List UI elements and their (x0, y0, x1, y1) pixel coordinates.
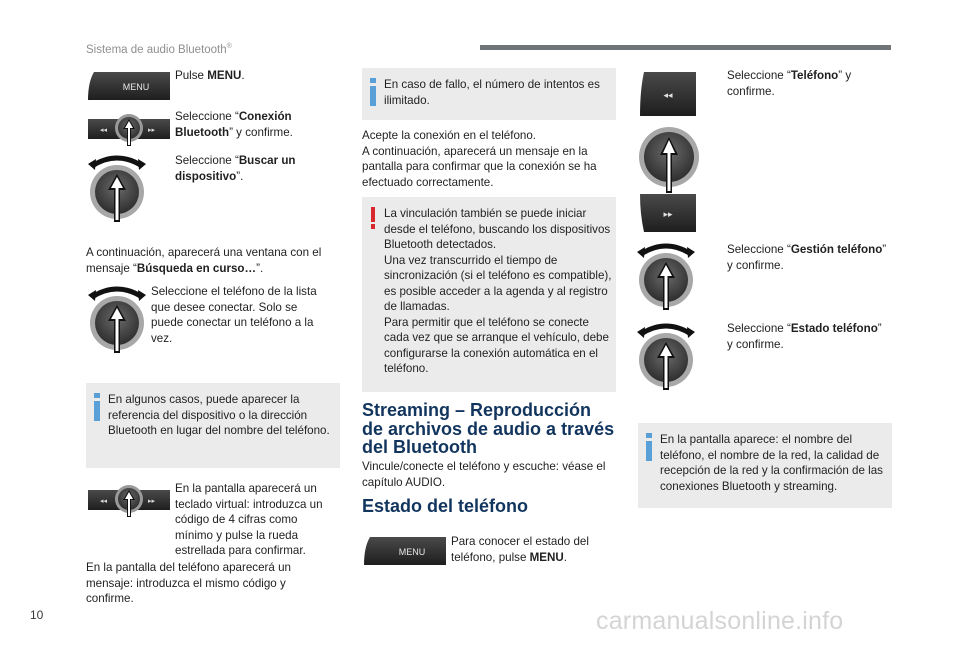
knob-seek-icon (86, 113, 172, 147)
paragraph-accept-connection: Acepte la conexión en el teléfono. A continuación, aparecerá un mensaje en la pantalla para confirmar que la conexión se ha efectuado correctamente. (362, 129, 597, 189)
step-phone-status-menu: Para conocer el estado del teléfono, pulse MENU. (451, 535, 589, 564)
rotary-knob-icon (86, 283, 148, 355)
warning-box-pairing (362, 197, 616, 392)
menu-button-label: MENU (398, 547, 426, 557)
step-select-bluetooth-connection: Seleccione “Conexión Bluetooth” y confirme. (175, 110, 293, 139)
paragraph-search-window: A continuación, aparecerá una ventana con el mensaje “Búsqueda en curso…”. (86, 246, 322, 275)
rotary-knob-icon (635, 240, 697, 312)
rotary-knob-icon (635, 320, 697, 392)
info-text-device-reference: En algunos casos, puede aparecer la referencia del dispositivo o la dirección Bluetooth en lugar del nombre del teléfono. (108, 393, 330, 437)
heading-streaming: Streaming – Reproducción de archivos de audio a través del Bluetooth (362, 400, 615, 457)
watermark: carmanualsonline.info (596, 607, 844, 635)
info-icon (370, 78, 376, 106)
step-select-phone-status: Seleccione “Estado teléfono” y confirme. (727, 322, 882, 351)
info-box-screen-shows (638, 423, 892, 508)
header-rule (480, 45, 891, 50)
paragraph-phone-code: En la pantalla del teléfono aparecerá un mensaje: introduzca el mismo código y confirme. (86, 561, 291, 605)
info-text-screen-shows: En la pantalla aparece: el nombre del teléfono, el nombre de la red, la calidad de recepción de la red y la confirmación de las conexiones Bluetooth y streaming. (660, 433, 883, 493)
svg-text:◂◂: ◂◂ (100, 126, 108, 134)
step-select-phone-management: Seleccione “Gestión teléfono” y confirme. (727, 243, 887, 272)
svg-text:▸▸: ▸▸ (663, 210, 673, 220)
knob-seek-icon (86, 484, 172, 518)
step-enter-code: En la pantalla aparecerá un teclado virtual: introduzca un código de 4 cifras como mínimo y pulse la rueda estrellada para confirmar. (175, 482, 323, 557)
info-text-unlimited-attempts: En caso de fallo, el número de intentos es ilimitado. (384, 78, 600, 107)
paragraph-streaming: Vincule/conecte el teléfono y escuche: véase el capítulo AUDIO. (362, 460, 606, 489)
warning-text-pairing: La vinculación también se puede iniciar desde el teléfono, buscando los dispositivos Bluetooth detectados. Una vez transcurrido el tiempo de sincronización (si el teléfono es compatible), es posible acceder a la agenda y al registro de llamadas. Para permitir que el teléfono se conecte cada vez que se arranque el vehículo, debe configurarse la conexión automática en el teléfono. (384, 207, 612, 375)
info-icon (94, 393, 100, 421)
svg-text:◂◂: ◂◂ (100, 497, 108, 505)
info-box-unlimited-attempts (362, 68, 616, 120)
page-number: 10 (30, 608, 44, 622)
menu-button-label: MENU (122, 82, 150, 92)
page-header-title: Sistema de audio Bluetooth® (86, 43, 232, 56)
step-select-phone-menu: Seleccione “Teléfono” y confirme. (727, 69, 852, 98)
step-select-phone: Seleccione el teléfono de la lista que desee conectar. Solo se puede conectar un teléfono a la vez. (151, 285, 317, 345)
svg-text:▸▸: ▸▸ (148, 497, 156, 505)
seek-forward-button-icon (638, 192, 698, 234)
rotary-knob-icon (86, 152, 148, 224)
knob-press-icon (638, 125, 700, 195)
heading-phone-status: Estado del teléfono (362, 496, 529, 516)
step-press-menu: Pulse MENU. (175, 69, 245, 82)
svg-text:◂◂: ◂◂ (663, 91, 673, 101)
menu-button-icon (362, 535, 448, 567)
info-icon (646, 433, 652, 461)
info-box-device-reference (86, 383, 340, 468)
seek-back-button-icon (638, 70, 698, 118)
svg-text:▸▸: ▸▸ (148, 126, 156, 134)
menu-button-icon (86, 70, 172, 102)
warning-icon (370, 207, 376, 229)
registered-mark: ® (226, 43, 232, 50)
step-select-search-device: Seleccione “Buscar un dispositivo”. (175, 154, 296, 183)
